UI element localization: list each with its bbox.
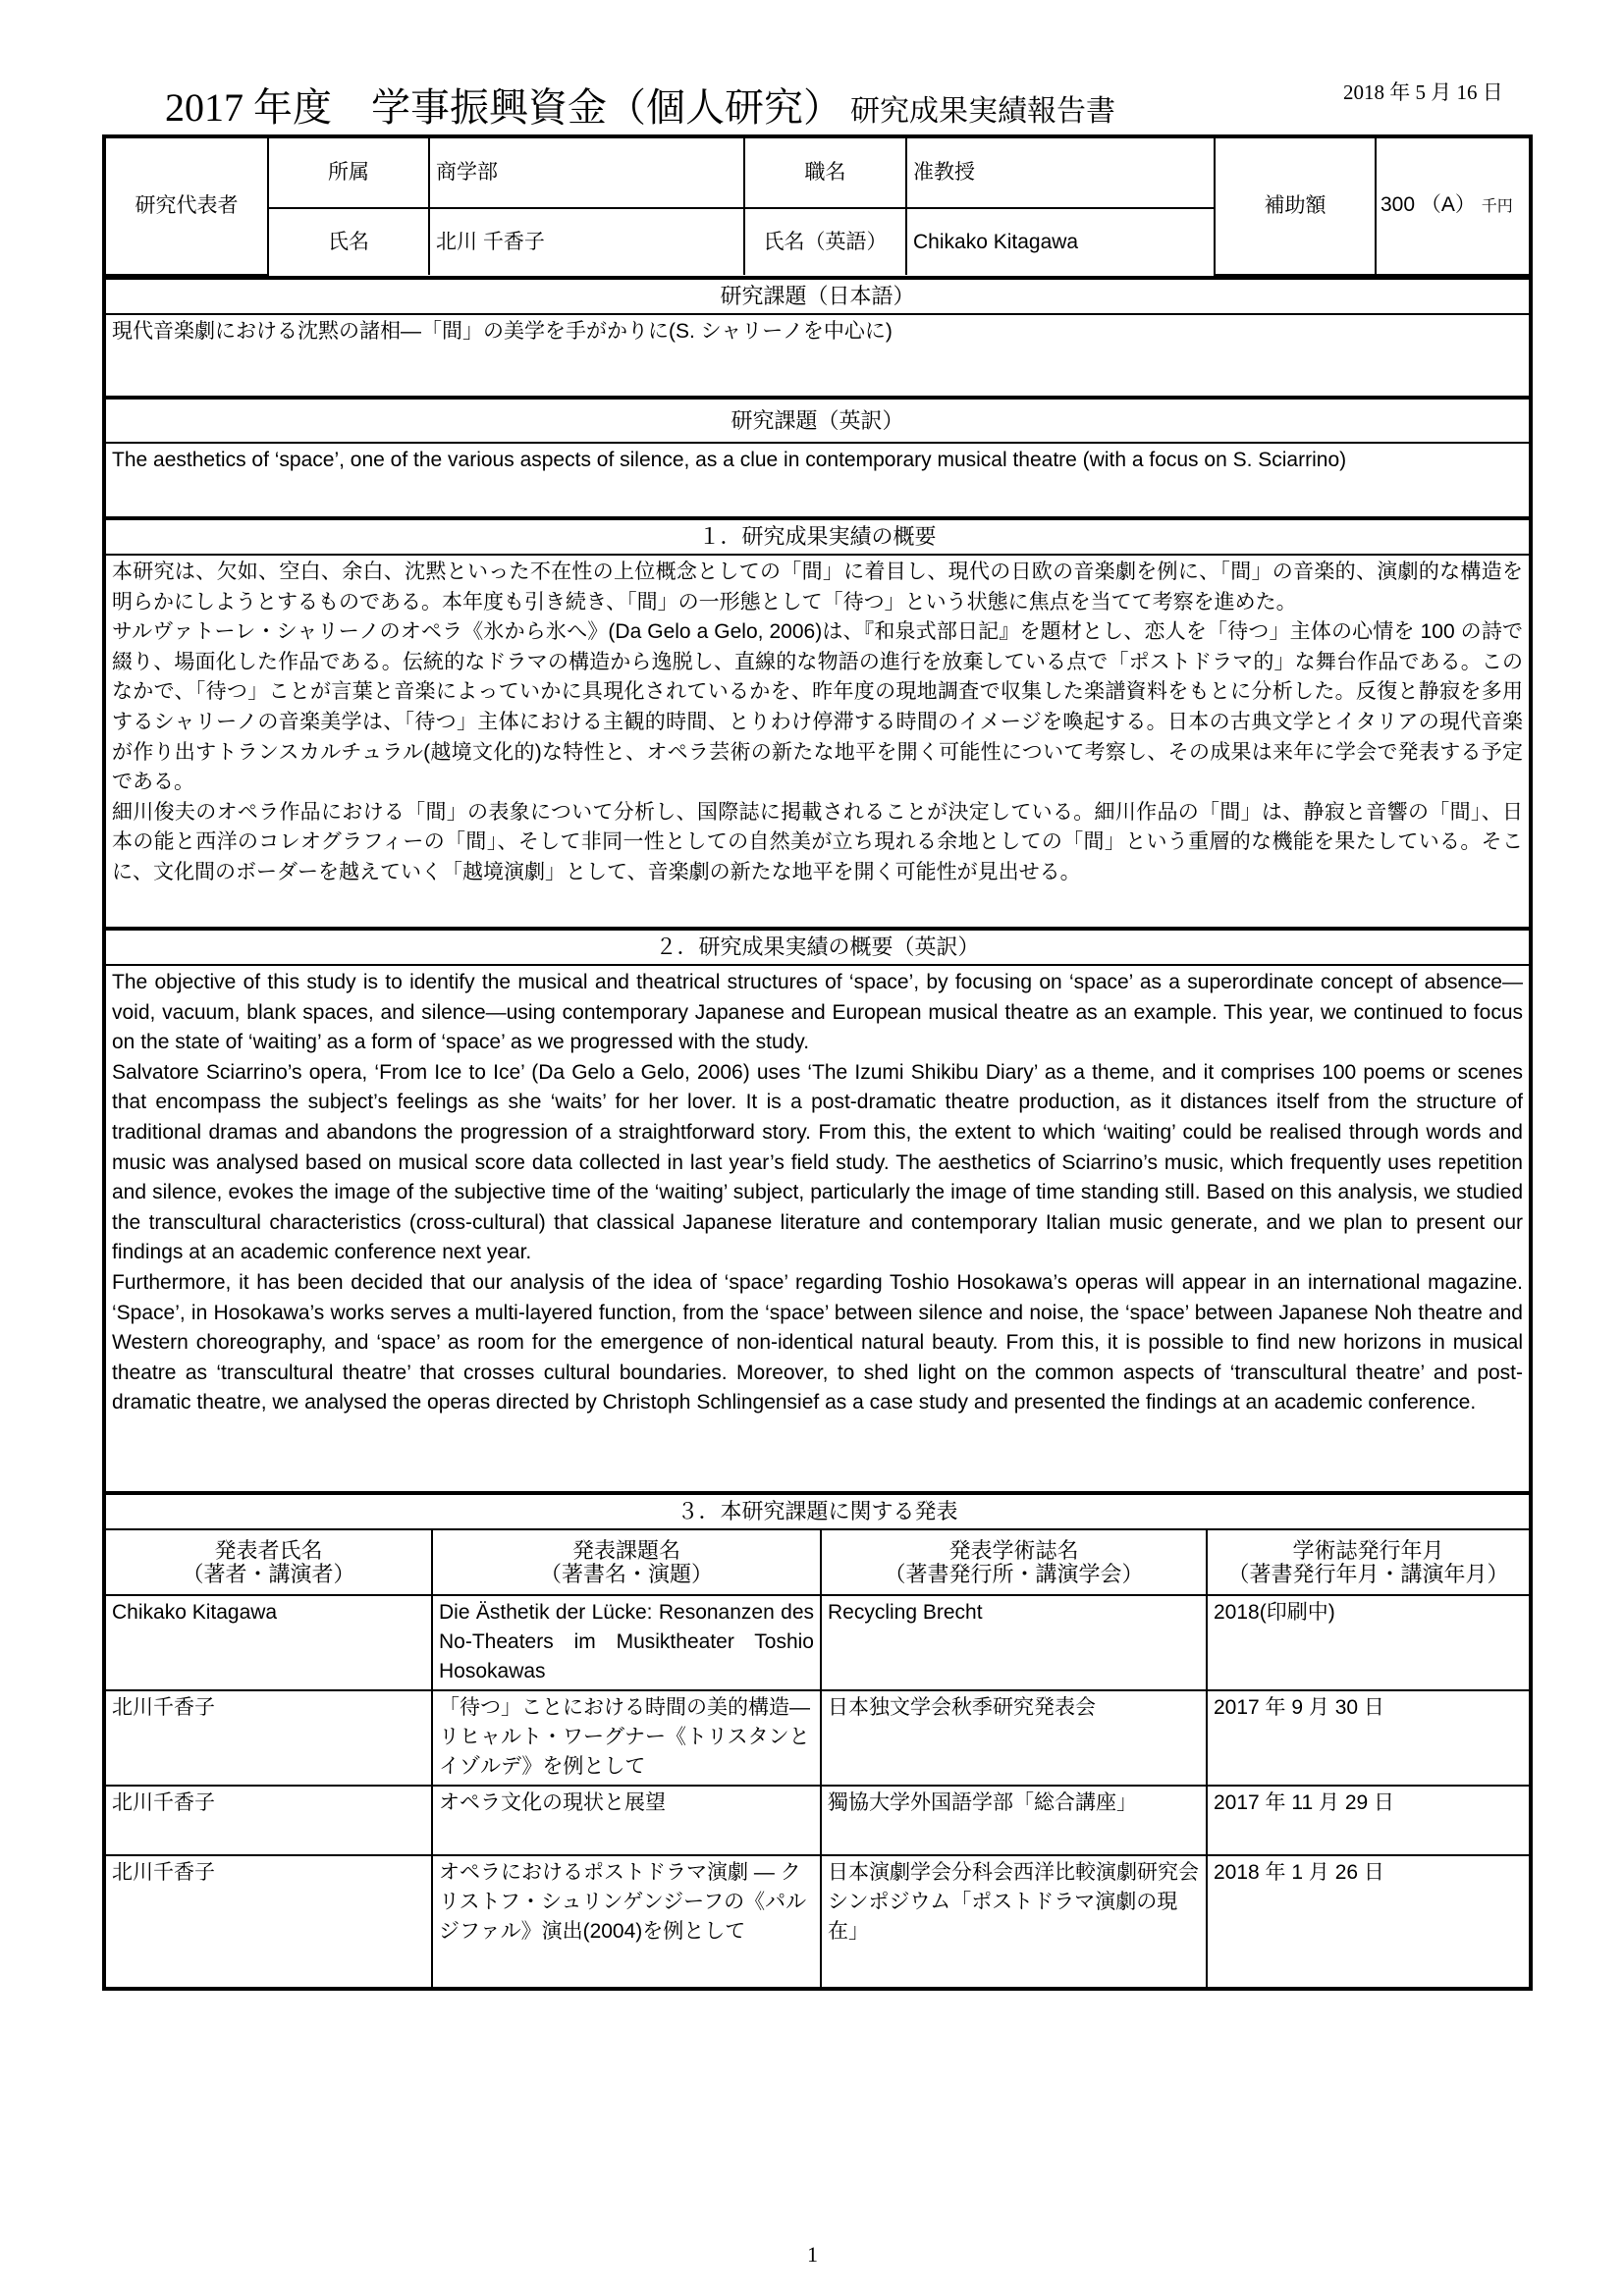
presenter-cell: 北川千香子 <box>106 1690 432 1786</box>
summary-ja-heading: １．研究成果実績の概要 <box>106 520 1529 556</box>
title-cell: オペラにおけるポストドラマ演劇 ― クリストフ・シュリンゲンジーフの《パルジファル》演出(2004)を例として <box>432 1855 821 1987</box>
summary-en-section <box>106 927 1529 1491</box>
summary-en-paragraph: The objective of this study is to identify the musical and theatrical structures of ‘space’, by focusing on ‘space’ as a superordinate concept of absence—void, vacuum, blank spaces, and silence—using contemporary Japanese and European musical theatre as an example. This year, we continued to focus on the state of ‘waiting’ as a form of ‘space’ as we progressed with the study. <box>112 971 1523 1054</box>
name-label: 氏名 <box>268 208 429 275</box>
venue-cell: 日本独文学会秋季研究発表会 <box>821 1690 1207 1786</box>
title-cell: オペラ文化の現状と展望 <box>432 1786 821 1855</box>
presenter-cell: 北川千香子 <box>106 1786 432 1855</box>
topic-ja-heading: 研究課題（日本語） <box>106 280 1529 315</box>
report-form <box>102 134 1533 1991</box>
presenter-cell: Chikako Kitagawa <box>106 1595 432 1690</box>
summary-ja-paragraph: 細川俊夫のオペラ作品における「間」の表象について分析し、国際誌に掲載されることが決定している。細川作品の「間」は、静寂と音響の「間」、日本の能と西洋のコレオグラフィーの「間」、そして非同一性としての自然美が立ち現れる余地としての「間」という重層的な機能を果たしている。そこに、文化間のボーダーを越えていく「越境演劇」として、音楽劇の新たな地平を開く可能性が見出せる。 <box>112 800 1523 883</box>
date-cell: 2018 年 1 月 26 日 <box>1207 1855 1529 1987</box>
table-row <box>106 1786 1529 1855</box>
position-value: 准教授 <box>906 138 1215 208</box>
name-en-label: 氏名（英語） <box>744 208 906 275</box>
name-value: 北川 千香子 <box>429 208 744 275</box>
summary-en-heading: ２．研究成果実績の概要（英訳） <box>106 931 1529 966</box>
grant-label: 補助額 <box>1215 138 1376 275</box>
presentations-heading: ３．本研究課題に関する発表 <box>677 1499 958 1523</box>
presentations-section <box>106 1491 1529 1987</box>
name-en-value: Chikako Kitagawa <box>906 208 1215 275</box>
column-header: 発表者氏名 （著者・講演者） <box>106 1529 432 1595</box>
grant-unit: 千円 <box>1481 198 1513 215</box>
summary-ja-paragraph: 本研究は、欠如、空白、余白、沈黙といった不在性の上位概念としての「間」に着目し、現代の日欧の音楽劇を例に、「間」の音楽的、演劇的な構造を明らかにしようとするものである。本年度も引き続き、「間」の一形態として「待つ」という状態に焦点を当てて考察を進めた。 <box>112 561 1523 614</box>
summary-en-paragraph: Furthermore, it has been decided that our analysis of the idea of ‘space’ regarding Toshio Hosokawa’s operas will appear in an international magazine. ‘Space’, in Hosokawa’s works serves a multi-layered function, from the ‘space’ between silence and noise, the ‘space’ between Japanese Noh theatre and Western choreography, and ‘space’ as room for the emergence of non-identical natural beauty. From this, it is possible to find new horizons in musical theatre as ‘transcultural theatre’ that crosses cultural boundaries. Moreover, to shed light on the common aspects of ‘transcultural theatre’ and post-dramatic theatre, we analysed the operas directed by Christoph Schlingensief as a case study and presented the findings at an academic conference. <box>112 1270 1523 1415</box>
title-main: 2017 年度 学事振興資金（個人研究） <box>165 85 842 130</box>
title-sub: 研究成果実績報告書 <box>850 95 1115 128</box>
topic-ja-section <box>106 276 1529 396</box>
date-cell: 2018(印刷中) <box>1207 1595 1529 1690</box>
table-row <box>106 1690 1529 1786</box>
column-header: 学術誌発行年月 （著書発行年月・講演年月） <box>1207 1529 1529 1595</box>
presenter-cell: 北川千香子 <box>106 1855 432 1987</box>
date-cell: 2017 年 11 月 29 日 <box>1207 1786 1529 1855</box>
summary-ja-body <box>106 556 1529 890</box>
representative-label: 研究代表者 <box>106 138 268 275</box>
report-date: 2018 年 5 月 16 日 <box>1343 80 1503 104</box>
venue-cell: 獨協大学外国語学部「総合講座」 <box>821 1786 1207 1855</box>
topic-en-section <box>106 396 1529 516</box>
presentations-table <box>106 1528 1529 1987</box>
summary-en-body <box>106 966 1529 1420</box>
topic-en-heading: 研究課題（英訳） <box>106 400 1529 444</box>
column-header: 発表課題名 （著書名・演題） <box>432 1529 821 1595</box>
date-cell: 2017 年 9 月 30 日 <box>1207 1690 1529 1786</box>
grant-amount: 300 （A） <box>1380 193 1476 216</box>
affiliation-label: 所属 <box>268 138 429 208</box>
topic-ja-text: 現代音楽劇における沈黙の諸相―「間」の美学を手がかりに(S. シャリーノを中心に) <box>112 320 893 343</box>
info-section <box>106 138 1529 276</box>
table-row <box>106 1855 1529 1987</box>
venue-cell: Recycling Brecht <box>821 1595 1207 1690</box>
grant-value <box>1376 138 1529 275</box>
table-header-row <box>106 1529 1529 1595</box>
affiliation-value: 商学部 <box>429 138 744 208</box>
summary-ja-section <box>106 516 1529 927</box>
page-title <box>165 77 1115 133</box>
page-number: 1 <box>807 2242 818 2267</box>
column-header: 発表学術誌名 （著書発行所・講演学会） <box>821 1529 1207 1595</box>
venue-cell: 日本演劇学会分科会西洋比較演劇研究会シンポジウム「ポストドラマ演劇の現在」 <box>821 1855 1207 1987</box>
topic-en-text: The aesthetics of ‘space’, one of the various aspects of silence, as a clue in contemporary musical theatre (with a focus on S. Sciarrino) <box>112 449 1347 471</box>
summary-ja-paragraph: サルヴァトーレ・シャリーノのオペラ《氷から氷へ》(Da Gelo a Gelo, 2006)は、『和泉式部日記』を題材とし、恋人を「待つ」主体の心情を 100 の詩で綴り、場面化した作品である。伝統的なドラマの構造から逸脱し、直線的な物語の進行を放棄している点で「ポストドラマ的」な舞台作品である。このなかで、「待つ」ことが言葉と音楽によっていかに具現化されているかを、昨年度の現地調査で収集した楽譜資料をもとに分析した。反復と静寂を多用するシャリーノの音楽美学は、「待つ」主体における主観的時間、とりわけ停滞する時間のイメージを喚起する。日本の古典文学とイタリアの現代音楽が作り出すトランスカルチュラル(越境文化的)な特性と、オペラ芸術の新たな地平を開く可能性について考察し、その成果は来年に学会で発表する予定である。 <box>112 620 1523 794</box>
title-cell: Die Ästhetik der Lücke: Resonanzen des No-Theaters im Musiktheater Toshio Hosokawas <box>432 1595 821 1690</box>
title-cell: 「待つ」ことにおける時間の美的構造―リヒャルト・ワーグナー《トリスタンとイゾルデ》を例として <box>432 1690 821 1786</box>
table-row <box>106 1595 1529 1690</box>
position-label: 職名 <box>744 138 906 208</box>
summary-en-paragraph: Salvatore Sciarrino’s opera, ‘From Ice to Ice’ (Da Gelo a Gelo, 2006) uses ‘The Izumi Shikibu Diary’ as a theme, and it comprises 100 poems or scenes that encompass the subject’s feelings as she ‘waits’ for her lover. It is a post-dramatic theatre production, as it distances itself from the structure of traditional dramas and abandons the progression of a straightforward story. From this, the extent to which ‘waiting’ could be realised through words and music was analysed based on musical score data collected in last year’s field study. The aesthetics of Sciarrino’s music, which frequently uses repetition and silence, evokes the image of the subjective time of the ‘waiting’ subject, particularly the image of time standing still. Based on this analysis, we studied the transcultural characteristics (cross-cultural) that classical Japanese literature and contemporary Italian music generate, and we plan to present our findings at an academic conference next year. <box>112 1060 1523 1264</box>
